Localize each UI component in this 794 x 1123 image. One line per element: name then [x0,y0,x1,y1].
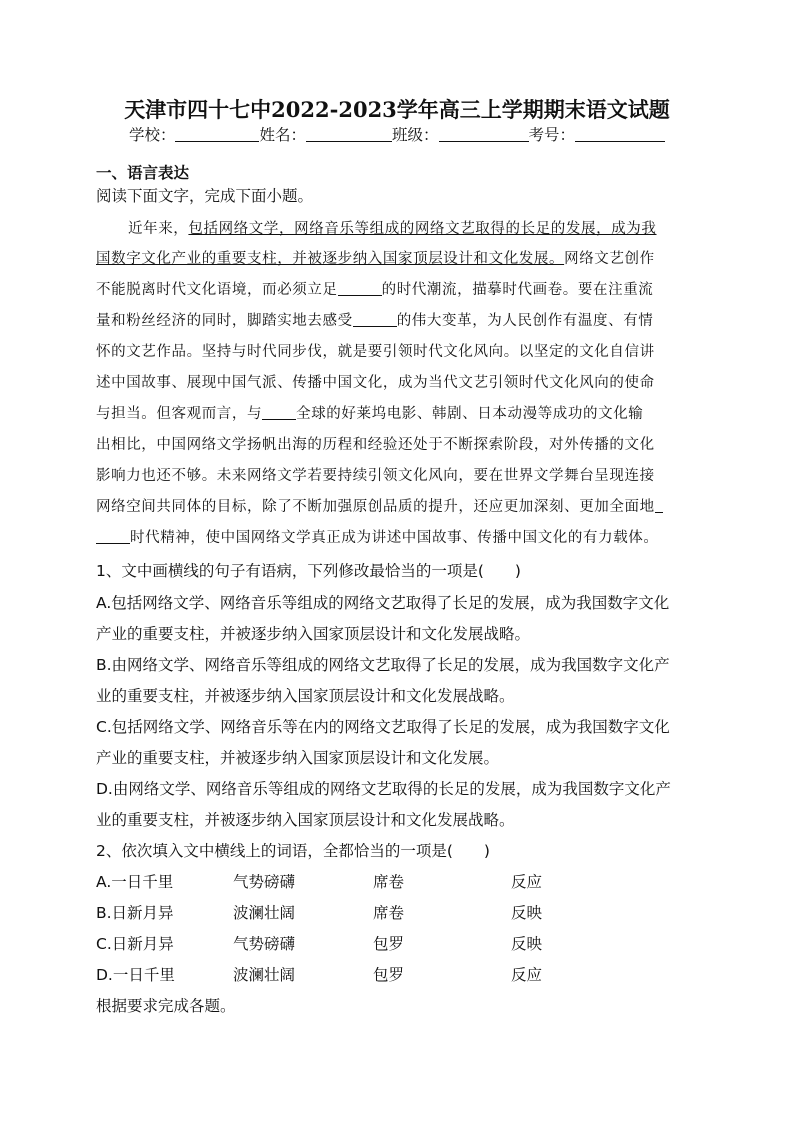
section-heading: 一、语言表达 [96,164,190,182]
passage-line: 时代精神，使中国网络文学真正成为讲述中国故事、传播中国文化的有力载体。 [96,528,692,548]
fill-blank-4-cont[interactable] [96,529,130,544]
passage-line: 出相比，中国网络文学扬帆出海的历程和经验还处于不断探索阶段，对外传播的文化 [96,437,655,453]
q1-option-c[interactable]: C.包括网络文学、网络音乐等在内的网络文艺取得了长足的发展，成为我国数字文化 [96,718,670,736]
q1-option-a-cont: 产业的重要支柱，并被逐步纳入国家顶层设计和文化发展战略。 [96,625,531,643]
passage-line: 近年来，包括网络文学，网络音乐等组成的网络文艺取得的长足的发展，成为我 [128,221,657,237]
passage-line: 不能脱离时代文化语境，而必须立足 的时代潮流，描摹时代画卷。要在注重流 [96,282,654,298]
passage-line: 量和粉丝经济的同时，脚踏实地去感受 的伟大变革，为人民创作有温度、有情 [96,313,654,329]
passage-line: 影响力也还不够。未来网络文学若要持续引领文化风向，要在世界文学舞台呈现连接 [96,468,655,484]
exam-page: 天津市四十七中2022-2023学年高三上学期期末语文试题 学校： 姓名： 班级： 考号： 一、语言表达 阅读下面文字，完成下面小题。 近年来，包括网络文学，网络音乐等组成的网络文艺取得的长足的发展，成为我 国数字文化产业的重要支柱，并被逐步纳入国家顶层设计和文化发展。网络文艺创作 不能脱离时代文化语境，而必须立足 的时代潮流，描摹时代画卷。要在注重流 量和粉丝经济的同时，脚踏实地去感受 的伟大变革，为人民创作有温度、有情 怀的文艺作品。坚持与时代同步伐，就是要引领时代文化风向。以坚定的文化自信讲 述中国故事、展现中国气派、传播中国文化，成为当代文艺引领时代文化风向的使命 与担当。但客观而言，与 全球的好莱坞电影、韩剧、日本动漫等成功的文化输 出相比，中国网络文学扬帆出海的历程和经验还处于不断探索阶段，对外传播的文化 影响力也还不够。未来网络文学若要持续引领文化风向，要在世界文学舞台呈现连接 网络空间共同体的目标，除了不断加强原创品质的提升，还应更加深刻、更加全面地 时代精神，使中国网络文学真正成为讲述中国故事、传播中国文化的有力载体。 1、文中画横线的句子有语病，下列修改最恰当的一项是( ) A.包括网络文学、网络音乐等组成的网络文艺取得了长足的发展，成为我国数字文化 产业的重要支柱，并被逐步纳入国家顶层设计和文化发展战略。 B.由网络文学、网络音乐等组成的网络文艺取得了长足的发展，成为我国数字文化产 业的重要支柱，并被逐步纳入国家顶层设计和文化发展战略。 C.包括网络文学、网络音乐等在内的网络文艺取得了长足的发展，成为我国数字文化 产业的重要支柱，并被逐步纳入国家顶层设计和文化发展。 D.由网络文学、网络音乐等组成的网络文艺取得的长足的发展，成为我国数字文化产 业的重要支柱，并被逐步纳入国家顶层设计和文化发展战略。 2、依次填入文中横线上的词语，全都恰当的一项是( ) A.一日千里 气势磅礴 席卷 反应 B.日新月异 波澜壮阔 席卷 反映 C.日新月异 气势磅礴 包罗 反映 D.一日千里 波澜壮阔 包罗 反应 根据要求完成各题。 [0,0,794,1123]
q1-option-c-cont: 产业的重要支柱，并被逐步纳入国家顶层设计和文化发展。 [96,749,500,767]
fill-blank-4[interactable] [655,498,663,513]
passage-line: 与担当。但客观而言，与 全球的好莱坞电影、韩剧、日本动漫等成功的文化输 [96,406,644,422]
page-title: 天津市四十七中2022-2023学年高三上学期期末语文试题 [124,97,670,122]
question-2-stem: 2、依次填入文中横线上的词语，全都恰当的一项是( ) [96,842,490,860]
class-label: 班级： [392,126,439,144]
fill-blank-3[interactable] [262,405,296,420]
passage-line: 网络空间共同体的目标，除了不断加强原创品质的提升，还应更加深刻、更加全面地 [96,497,692,517]
school-blank[interactable] [175,126,259,142]
fill-blank-1[interactable] [338,281,382,296]
instruction-text: 阅读下面文字，完成下面小题。 [96,187,314,205]
q1-option-d-cont: 业的重要支柱，并被逐步纳入国家顶层设计和文化发展战略。 [96,811,515,829]
name-label: 姓名： [259,126,306,144]
underlined-sentence: 国数字文化产业的重要支柱，并被逐步纳入国家顶层设计和文化发展。 [96,251,565,267]
q1-option-a[interactable]: A.包括网络文学、网络音乐等组成的网络文艺取得了长足的发展，成为我国数字文化 [96,594,670,612]
question-1-stem: 1、文中画横线的句子有语病，下列修改最恰当的一项是( ) [96,562,521,580]
footer-instruction: 根据要求完成各题。 [96,997,236,1015]
q1-option-d[interactable]: D.由网络文学、网络音乐等组成的网络文艺取得的长足的发展，成为我国数字文化产 [96,780,671,798]
passage-line: 述中国故事、展现中国气派、传播中国文化，成为当代文艺引领时代文化风向的使命 [96,375,655,391]
underlined-sentence: 包括网络文学，网络音乐等组成的网络文艺取得的长足的发展，成为我 [188,221,657,237]
number-label: 考号： [528,126,576,144]
name-blank[interactable] [306,126,392,142]
student-info-line [0,124,794,146]
number-blank[interactable] [575,126,665,142]
class-blank[interactable] [439,126,529,142]
q1-option-b-cont: 业的重要支柱，并被逐步纳入国家顶层设计和文化发展战略。 [96,687,515,705]
school-label: 学校： [128,126,176,144]
passage-line: 怀的文艺作品。坚持与时代同步伐，就是要引领时代文化风向。以坚定的文化自信讲 [96,344,655,360]
fill-blank-2[interactable] [353,312,397,327]
passage-line: 国数字文化产业的重要支柱，并被逐步纳入国家顶层设计和文化发展。网络文艺创作 [96,251,655,267]
q1-option-b[interactable]: B.由网络文学、网络音乐等组成的网络文艺取得了长足的发展，成为我国数字文化产 [96,656,670,674]
